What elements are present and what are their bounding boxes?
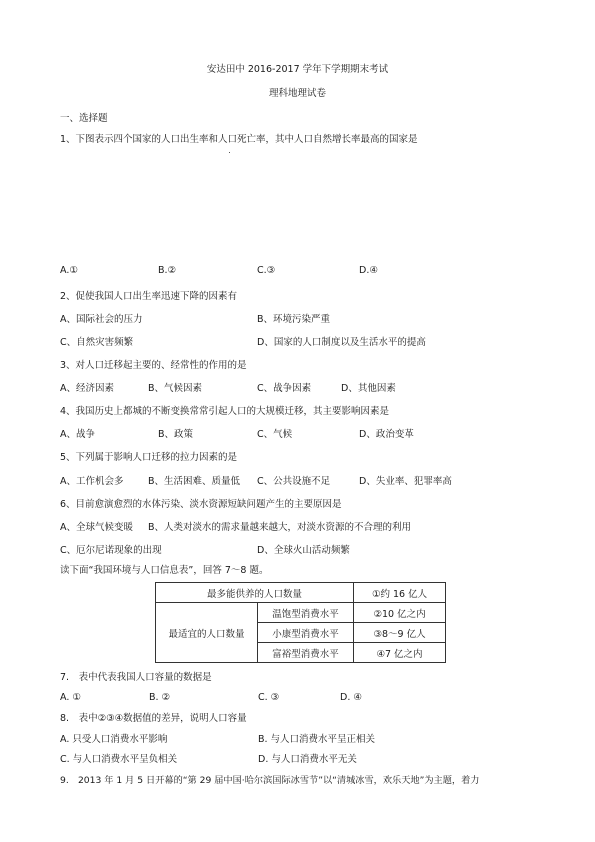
exam-title: 安达田中 2016-2017 学年下学期期末考试 [206, 64, 389, 75]
question-7-option-c: C. ③ [258, 692, 280, 703]
question-2-option-c: C、自然灾害频繁 [60, 337, 134, 348]
question-8-option-a: A. 只受人口消费水平影响 [60, 734, 168, 745]
question-4-stem: 4、我国历史上都城的不断变换常常引起人口的大规模迁移，其主要影响因素是 [60, 406, 390, 417]
table-cell: 小康型消费水平 [258, 623, 354, 643]
question-1-option-d: D.④ [359, 265, 378, 276]
exam-subtitle: 理科地理试卷 [268, 88, 326, 99]
question-1-stem: 1、下图表示四个国家的人口出生率和人口死亡率，其中人口自然增长率最高的国家是 [60, 134, 418, 145]
table-cell: 富裕型消费水平 [258, 643, 354, 663]
table-cell: ③8～9 亿人 [354, 623, 446, 643]
table-row [156, 603, 446, 623]
table-cell: ④7 亿之内 [354, 643, 446, 663]
question-4-option-d: D、政治变革 [359, 429, 414, 440]
table-row [156, 583, 446, 603]
question-1-option-a: A.① [60, 265, 78, 276]
question-5-stem: 5、下列属于影响人口迁移的拉力因素的是 [60, 452, 238, 463]
table-cell: ②10 亿之内 [354, 603, 446, 623]
question-8-stem: 8. 表中②③④数据值的差异，说明人口容量 [60, 713, 247, 724]
question-1-option-b: B.② [158, 265, 177, 276]
question-3-option-a: A、经济因素 [60, 383, 114, 394]
question-7-option-d: D. ④ [340, 692, 362, 703]
question-4-option-c: C、气候 [257, 429, 293, 440]
question-5-option-a: A、工作机会多 [60, 476, 124, 487]
table-cell: 最适宜的人口数量 [156, 603, 258, 663]
question-4-option-a: A、战争 [60, 429, 95, 440]
question-1-option-c: C.③ [257, 265, 276, 276]
table-cell: 最多能供养的人口数量 [156, 583, 354, 603]
question-3-option-d: D、其他因素 [341, 383, 396, 394]
table-cell: 温饱型消费水平 [258, 603, 354, 623]
question-5-option-d: D、失业率、犯罪率高 [359, 476, 452, 487]
question-8-option-d: D. 与人口消费水平无关 [258, 754, 357, 765]
question-3-option-b: B、气候因素 [148, 383, 203, 394]
question-8-option-c: C. 与人口消费水平呈负相关 [60, 754, 178, 765]
question-7-stem: 7. 表中代表我国人口容量的数据是 [60, 672, 212, 683]
question-6-stem: 6、目前愈演愈烈的水体污染、淡水资源短缺问题产生的主要原因是 [60, 499, 342, 510]
question-8-option-b: B. 与人口消费水平呈正相关 [258, 734, 376, 745]
question-5-option-b: B、生活困难、质量低 [148, 476, 241, 487]
question-2-option-d: D、国家的人口制度以及生活水平的提高 [257, 337, 426, 348]
question-9-stem: 9. 2013 年 1 月 5 日开幕的“第 29 届中国·哈尔滨国际冰雪节”以“清城冰雪，欢乐天地”为主题，着力 [60, 775, 480, 786]
question-7-option-b: B. ② [149, 692, 171, 703]
question-6-option-a: A、全球气候变暖 [60, 522, 133, 533]
section-heading: 一、选择题 [60, 113, 108, 124]
question-3-option-c: C、战争因素 [257, 383, 312, 394]
population-info-table [155, 582, 446, 663]
question-2-option-a: A、国际社会的压力 [60, 314, 143, 325]
table-cell: ①约 16 亿人 [354, 583, 446, 603]
table-intro: 读下面“我国环境与人口信息表”，回答 7～8 题。 [60, 565, 269, 576]
question-3-stem: 3、对人口迁移起主要的、经常性的作用的是 [60, 360, 247, 371]
question-5-option-c: C、公共设施不足 [257, 476, 331, 487]
question-6-option-b: B、人类对淡水的需求量越来越大，对淡水资源的不合理的利用 [148, 522, 412, 533]
question-6-option-c: C、厄尔尼诺现象的出现 [60, 545, 162, 556]
question-7-option-a: A. ① [60, 692, 81, 703]
question-6-option-d: D、全球火山活动频繁 [257, 545, 350, 556]
question-2-option-b: B、环境污染严重 [257, 314, 331, 325]
figure-placeholder-dot [229, 152, 230, 153]
question-2-stem: 2、促使我国人口出生率迅速下降的因素有 [60, 291, 238, 302]
question-4-option-b: B、政策 [158, 429, 194, 440]
